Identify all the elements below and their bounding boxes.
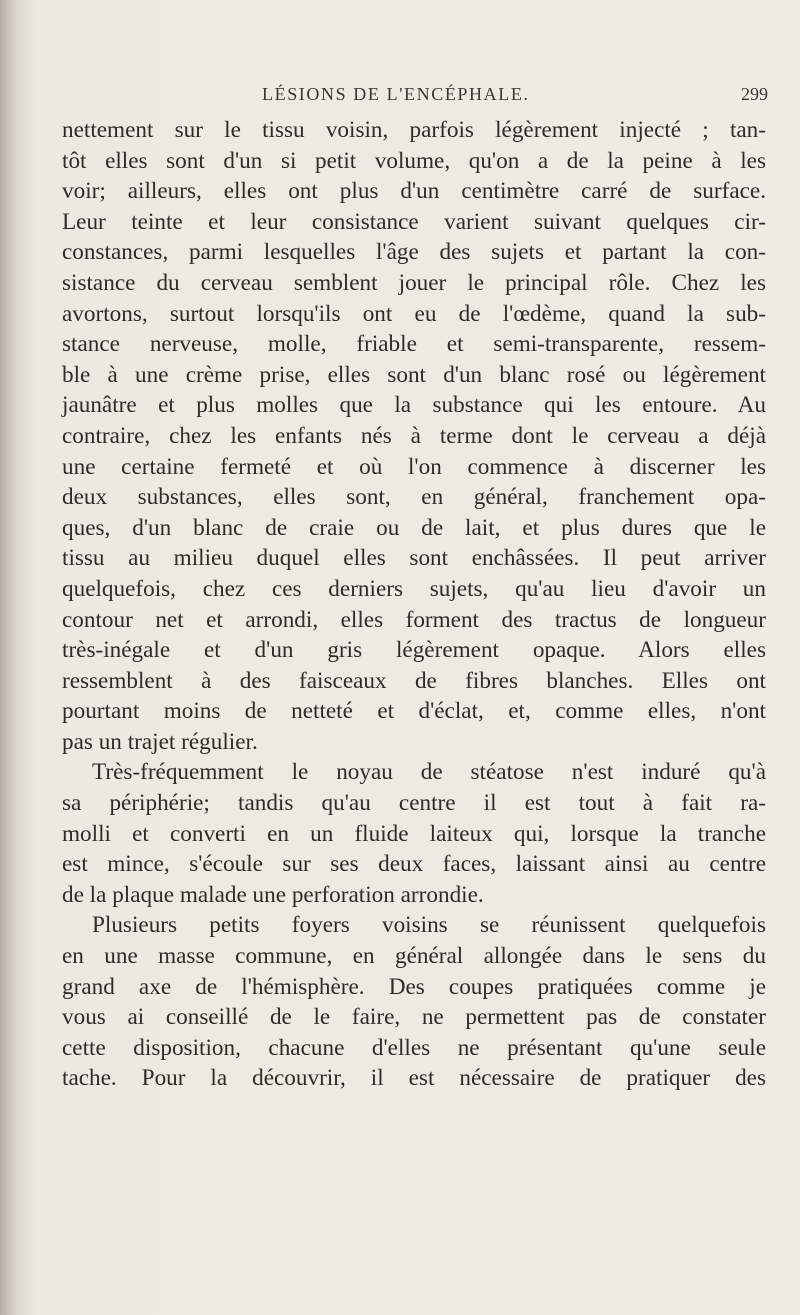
running-title: LÉSIONS DE L'ENCÉPHALE. <box>262 84 530 104</box>
binding-shadow <box>0 0 34 1315</box>
page-number: 299 <box>741 84 768 104</box>
text-line: quelquefois, chez ces derniers sujets, qu'au lieu d'avoir un <box>62 575 766 602</box>
text-line: en une masse commune, en général allongée dans le sens du <box>62 943 766 970</box>
text-line: ble à une crème prise, elles sont d'un blanc rosé ou légèrement <box>62 361 766 388</box>
text-line: vous ai conseillé de le faire, ne permettent pas de constater <box>62 1004 766 1031</box>
text-line: constances, parmi lesquelles l'âge des sujets et partant la con- <box>62 239 766 266</box>
text-line: ressemblent à des faisceaux de fibres blanches. Elles ont <box>62 667 766 694</box>
text-line: molli et converti en un fluide laiteux qui, lorsque la tranche <box>62 820 766 847</box>
text-line: cette disposition, chacune d'elles ne présentant qu'une seule <box>62 1034 766 1061</box>
text-line: sistance du cerveau semblent jouer le principal rôle. Chez les <box>62 269 766 296</box>
text-line: ques, d'un blanc de craie ou de lait, et plus dures que le <box>62 514 766 541</box>
text-line: voir; ailleurs, elles ont plus d'un centimètre carré de surface. <box>62 178 766 205</box>
body-text <box>62 115 766 1094</box>
text-line: contour net et arrondi, elles forment des tractus de longueur <box>62 606 766 633</box>
text-line: tôt elles sont d'un si petit volume, qu'on a de la peine à les <box>62 147 766 174</box>
text-line: pourtant moins de netteté et d'éclat, et, comme elles, n'ont <box>62 698 766 725</box>
paragraph-end-line: de la plaque malade une perforation arrondie. <box>62 881 484 908</box>
text-line: contraire, chez les enfants nés à terme dont le cerveau a déjà <box>62 422 766 449</box>
text-line: grand axe de l'hémisphère. Des coupes pratiquées comme je <box>62 973 766 1000</box>
paragraph-start-line: Très-fréquemment le noyau de stéatose n'est induré qu'à <box>92 759 766 786</box>
text-line: tissu au milieu duquel elles sont enchâssées. Il peut arriver <box>62 545 766 572</box>
text-line: est mince, s'écoule sur ses deux faces, laissant ainsi au centre <box>62 851 766 878</box>
text-line: deux substances, elles sont, en général, franchement opa- <box>62 484 766 511</box>
text-line: très-inégale et d'un gris légèrement opaque. Alors elles <box>62 637 766 664</box>
paragraph-end-line: pas un trajet régulier. <box>62 728 258 755</box>
text-line: sa périphérie; tandis qu'au centre il est tout à fait ra- <box>62 790 766 817</box>
text-line: Leur teinte et leur consistance varient suivant quelques cir- <box>62 208 766 235</box>
text-line: stance nerveuse, molle, friable et semi-transparente, ressem- <box>62 331 766 358</box>
text-line: une certaine fermeté et où l'on commence à discerner les <box>62 453 766 480</box>
text-line: nettement sur le tissu voisin, parfois légèrement injecté ; tan- <box>62 117 766 143</box>
page-header <box>262 84 768 110</box>
text-line: avortons, surtout lorsqu'ils ont eu de l'œdème, quand la sub- <box>62 300 766 327</box>
paragraph-start-line: Plusieurs petits foyers voisins se réunissent quelquefois <box>92 912 766 939</box>
text-line: tache. Pour la découvrir, il est nécessaire de pratiquer des <box>62 1065 766 1092</box>
text-line: jaunâtre et plus molles que la substance qui les entoure. Au <box>62 392 766 419</box>
